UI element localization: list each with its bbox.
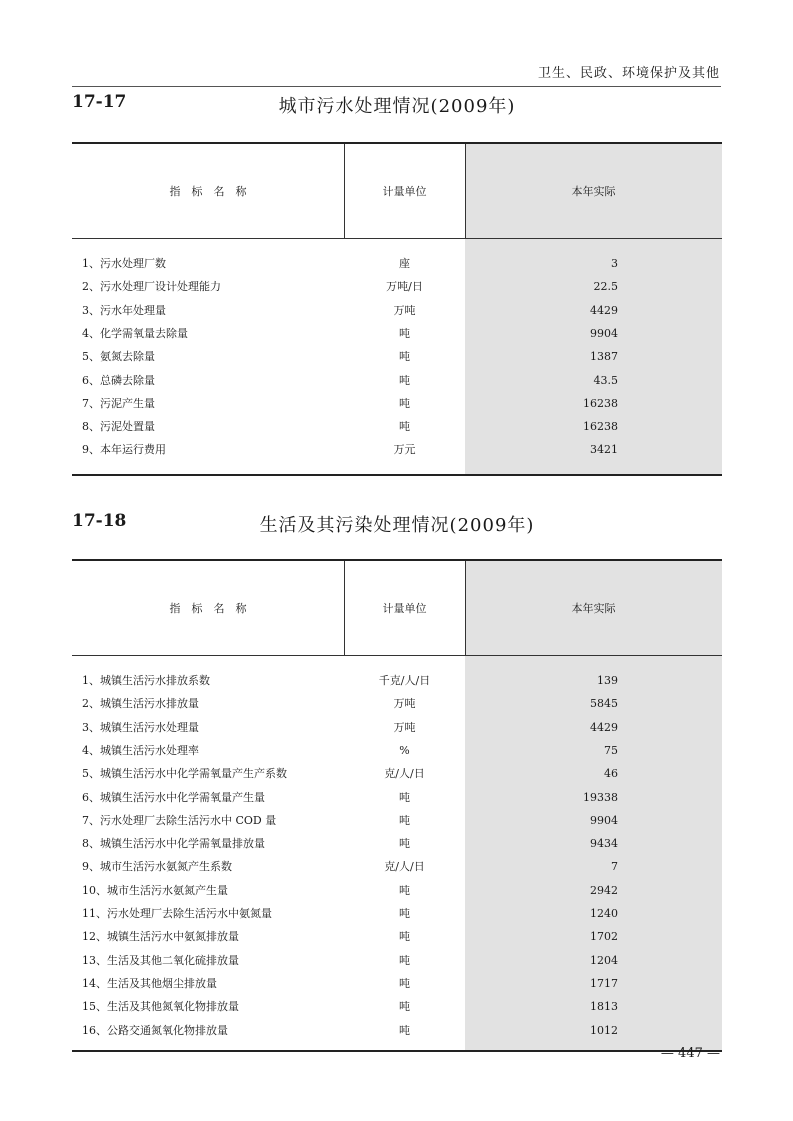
table-row xyxy=(72,299,722,322)
unit-cell: 万元 xyxy=(393,443,416,457)
indicator-name: 13、生活及其他二氧化硫排放量 xyxy=(82,953,239,967)
value-cell: 5845 xyxy=(590,697,618,711)
table-number: 17-18 xyxy=(72,511,127,531)
indicator-name: 12、城镇生活污水中氨氮排放量 xyxy=(82,930,239,944)
column-header-indicator: 指 标 名 称 xyxy=(169,602,247,615)
unit-cell: 吨 xyxy=(399,396,410,410)
value-cell: 43.5 xyxy=(593,373,618,387)
unit-cell: 吨 xyxy=(399,813,410,827)
table-row xyxy=(72,925,722,948)
value-cell: 7 xyxy=(611,860,618,874)
table-row xyxy=(72,692,722,715)
indicator-name: 11、污水处理厂去除生活污水中氨氮量 xyxy=(82,907,272,920)
unit-cell: 克/人/日 xyxy=(384,767,425,781)
unit-cell: 吨 xyxy=(399,790,410,804)
unit-cell: 吨 xyxy=(399,976,410,990)
value-cell: 4429 xyxy=(590,720,618,734)
value-cell: 9904 xyxy=(590,813,618,827)
value-cell: 139 xyxy=(597,674,618,687)
unit-cell: 吨 xyxy=(399,953,410,967)
table-row xyxy=(72,669,722,692)
unit-cell: 万吨 xyxy=(393,720,416,734)
indicator-name: 16、公路交通氮氧化物排放量 xyxy=(82,1023,228,1037)
table-row xyxy=(72,855,722,878)
unit-cell: 克/人/日 xyxy=(384,860,425,874)
table-row xyxy=(72,995,722,1018)
unit-cell: 吨 xyxy=(399,930,410,944)
indicator-name: 4、城镇生活污水处理率 xyxy=(82,743,199,757)
value-cell: 9434 xyxy=(590,837,618,851)
table-row xyxy=(72,832,722,855)
table-row xyxy=(72,1019,722,1042)
indicator-name: 8、污泥处置量 xyxy=(82,420,155,434)
table-row xyxy=(72,716,722,739)
table-number: 17-17 xyxy=(72,92,127,112)
value-cell: 1813 xyxy=(590,1000,618,1014)
value-cell: 16238 xyxy=(583,396,618,410)
value-cell: 1240 xyxy=(590,907,618,920)
value-cell: 4429 xyxy=(590,303,618,317)
indicator-name: 2、污水处理厂设计处理能力 xyxy=(82,280,221,294)
table-row xyxy=(72,415,722,438)
unit-cell: 吨 xyxy=(399,420,410,434)
value-cell: 75 xyxy=(604,743,618,757)
unit-cell: 吨 xyxy=(399,1023,410,1037)
unit-cell: 吨 xyxy=(399,1000,410,1014)
table-title: 城市污水处理情况(2009年) xyxy=(278,96,516,117)
header-rule xyxy=(72,86,721,87)
value-cell: 3 xyxy=(611,257,618,270)
indicator-name: 6、总磷去除量 xyxy=(82,373,155,387)
table-row xyxy=(72,369,722,392)
table-row xyxy=(72,392,722,415)
value-cell: 1387 xyxy=(590,350,618,364)
unit-cell: 座 xyxy=(399,257,410,270)
indicator-name: 3、城镇生活污水处理量 xyxy=(82,720,199,734)
indicator-name: 9、城市生活污水氨氮产生系数 xyxy=(82,860,232,874)
indicator-name: 9、本年运行费用 xyxy=(82,443,166,457)
table-row xyxy=(72,275,722,298)
indicator-name: 14、生活及其他烟尘排放量 xyxy=(82,976,217,990)
indicator-name: 8、城镇生活污水中化学需氧量排放量 xyxy=(82,837,265,851)
unit-cell: 吨 xyxy=(399,837,410,851)
unit-cell: 万吨/日 xyxy=(386,280,423,294)
data-table xyxy=(72,142,722,476)
table-row xyxy=(72,345,722,368)
table-row xyxy=(72,252,722,275)
value-cell: 1702 xyxy=(590,930,618,944)
indicator-name: 15、生活及其他氮氧化物排放量 xyxy=(82,1000,239,1014)
table-row xyxy=(72,902,722,925)
table-row xyxy=(72,949,722,972)
column-header-unit: 计量单位 xyxy=(382,602,427,615)
indicator-name: 4、化学需氧量去除量 xyxy=(82,326,188,340)
value-cell: 22.5 xyxy=(593,280,618,294)
indicator-name: 2、城镇生活污水排放量 xyxy=(82,697,199,711)
running-header: 卫生、民政、环境保护及其他 xyxy=(537,66,720,81)
unit-cell: 万吨 xyxy=(393,303,416,317)
header-rule xyxy=(72,655,722,656)
table-row xyxy=(72,879,722,902)
indicator-name: 5、城镇生活污水中化学需氧量产生产系数 xyxy=(82,767,287,781)
value-cell: 9904 xyxy=(590,326,618,340)
unit-cell: 吨 xyxy=(399,373,410,387)
page-number: — 447 — xyxy=(660,1046,720,1061)
unit-cell: 万吨 xyxy=(393,697,416,711)
unit-cell: 千克/人/日 xyxy=(378,674,431,687)
indicator-name: 7、污水处理厂去除生活污水中 COD 量 xyxy=(82,813,277,827)
value-cell: 19338 xyxy=(583,790,618,804)
column-header-indicator: 指 标 名 称 xyxy=(169,185,247,198)
table-row xyxy=(72,809,722,832)
unit-cell: 吨 xyxy=(399,326,410,340)
value-cell: 46 xyxy=(604,767,618,781)
value-cell: 2942 xyxy=(590,883,618,897)
unit-cell: 吨 xyxy=(399,907,410,920)
indicator-name: 6、城镇生活污水中化学需氧量产生量 xyxy=(82,790,265,804)
indicator-name: 10、城市生活污水氨氮产生量 xyxy=(82,883,228,897)
table-row xyxy=(72,322,722,345)
table-row xyxy=(72,786,722,809)
indicator-name: 7、污泥产生量 xyxy=(82,396,155,410)
indicator-name: 5、氨氮去除量 xyxy=(82,350,155,364)
table-row xyxy=(72,972,722,995)
unit-cell: % xyxy=(399,743,410,757)
value-cell: 1012 xyxy=(590,1023,618,1037)
value-cell: 1717 xyxy=(590,976,618,990)
data-table xyxy=(72,559,722,1052)
value-cell: 3421 xyxy=(590,443,618,457)
table-title: 生活及其污染处理情况(2009年) xyxy=(259,515,535,536)
table-row xyxy=(72,438,722,461)
indicator-name: 3、污水年处理量 xyxy=(82,303,166,317)
table-row xyxy=(72,739,722,762)
indicator-name: 1、污水处理厂数 xyxy=(82,257,166,270)
column-header-value: 本年实际 xyxy=(571,185,616,198)
unit-cell: 吨 xyxy=(399,883,410,897)
header-rule xyxy=(72,238,722,239)
indicator-name: 1、城镇生活污水排放系数 xyxy=(82,674,210,687)
table-row xyxy=(72,762,722,785)
value-cell: 1204 xyxy=(590,953,618,967)
column-header-unit: 计量单位 xyxy=(382,185,427,198)
value-cell: 16238 xyxy=(583,420,618,434)
unit-cell: 吨 xyxy=(399,350,410,364)
column-header-value: 本年实际 xyxy=(571,602,616,615)
